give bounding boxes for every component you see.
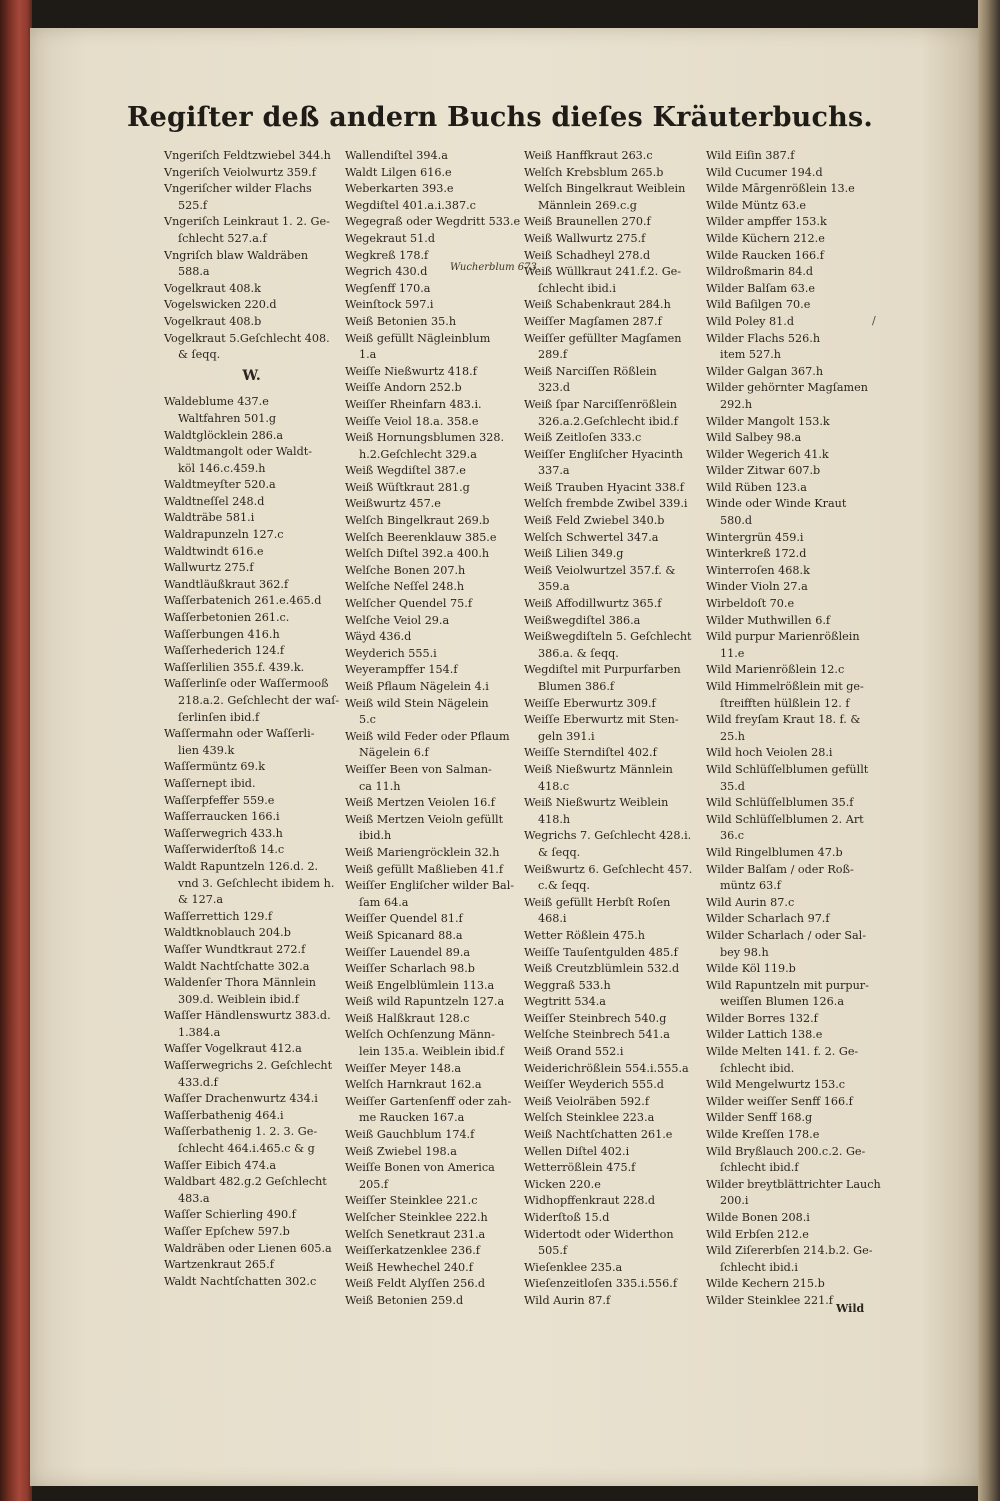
index-entry: ſchlecht ibid.f — [720, 1161, 799, 1175]
index-entry: Wirbeldoſt 70.e — [706, 597, 795, 611]
index-entry: Weyderich 555.i — [345, 646, 437, 660]
index-entry: Waſſerraucken 166.i — [164, 810, 280, 824]
handwritten-margin-note: Wucherblum 673. — [450, 262, 541, 273]
index-entry: me Raucken 167.a — [359, 1111, 465, 1125]
index-entry: 337.a — [538, 464, 570, 478]
index-entry: weiſſen Blumen 126.a — [720, 995, 845, 1009]
index-entry: Wegekraut 51.d — [345, 231, 435, 245]
index-entry: vnd 3. Geſchlecht ibidem h. — [178, 876, 335, 890]
index-entry: Wild Cucumer 194.d — [706, 165, 823, 179]
index-entry: Waldt Nachtſchatten 302.c — [164, 1274, 317, 1288]
index-entry: Winterkreß 172.d — [706, 547, 807, 561]
index-entry: Weiß Mariengröcklein 32.h — [345, 845, 500, 859]
index-entry: ſchlecht ibid. — [720, 1061, 795, 1075]
index-entry: Wallendiſtel 394.a — [345, 149, 448, 162]
index-entry: Weiß gefüllt Maßlieben 41.f — [345, 862, 504, 876]
index-entry: Waldeblume 437.e — [164, 395, 269, 409]
index-entry: Weiß Wegdiſtel 387.e — [345, 464, 466, 478]
index-entry: Weiſſerkatzenklee 236.f — [345, 1244, 480, 1258]
index-entry: Waſſerwiderſtoß 14.c — [164, 843, 285, 857]
index-entry: Wilde Kechern 215.b — [706, 1277, 825, 1291]
index-entry: Wilde Köl 119.b — [706, 962, 796, 976]
index-entry: 1.a — [359, 348, 377, 362]
index-entry: Weiß Veiolwurtzel 357.f. & — [524, 563, 676, 577]
index-entry: Welſche Bonen 207.h — [345, 563, 466, 577]
index-entry: Weiß wild Rapuntzeln 127.a — [345, 995, 505, 1009]
index-entry: Weiß Zeitloſen 333.c — [524, 431, 642, 445]
index-entry: Weberkarten 393.e — [345, 182, 454, 196]
index-entry: Waſſerbathenig 1. 2. 3. Ge- — [164, 1125, 318, 1139]
index-entry: Weiſſer Engliſcher wilder Bal- — [345, 879, 515, 893]
index-entry: Wild Ringelblumen 47.b — [706, 845, 843, 859]
index-entry: Weiſſer gefüllter Magſamen — [524, 331, 682, 345]
index-entry: Vngeriſch Leinkraut 1. 2. Ge- — [164, 215, 330, 229]
index-entry: Welſche Veiol 29.a — [345, 613, 450, 627]
index-entry: 418.h — [538, 812, 571, 826]
index-entry: ſchlecht 527.a.f — [178, 231, 267, 245]
index-entry: Weiß Veiolräben 592.f — [524, 1094, 649, 1108]
index-entry: Waldtneſſel 248.d — [164, 494, 265, 508]
index-entry: Weiß ſpar Narciſſenrößlein — [524, 397, 677, 411]
index-entry: Wild Ziſererbſen 214.b.2. Ge- — [706, 1244, 873, 1258]
index-entry: Weiß Lilien 349.g — [524, 547, 624, 561]
index-entry: 36.c — [720, 829, 745, 843]
index-entry: Widertodt oder Widerthon — [524, 1227, 674, 1241]
index-entry: Winterroſen 468.k — [706, 563, 810, 577]
index-entry: Waldbart 482.g.2 Geſchlecht — [164, 1175, 327, 1189]
index-entry: Welſch Harnkraut 162.a — [345, 1078, 482, 1092]
index-entry: Weiſſer Gartenſenff oder zah- — [345, 1094, 512, 1108]
index-entry: Weißwurtz 6. Geſchlecht 457. — [524, 862, 693, 876]
index-entry: Waſſerbungen 416.h — [164, 627, 280, 641]
index-entry: Weiſſer Engliſcher Hyacinth — [524, 447, 683, 461]
index-entry: Waldträbe 581.i — [164, 511, 255, 525]
index-entry: Welſch frembde Zwibel 339.i — [524, 497, 688, 511]
index-entry: 205.f — [359, 1177, 389, 1191]
index-entry: Waldräben oder Lienen 605.a — [164, 1241, 332, 1255]
index-entry: Weiſſe Bonen von America — [345, 1161, 495, 1175]
index-entry: Weiſſe Andorn 252.b — [345, 381, 462, 395]
index-entry: Wilder Scharlach / oder Sal- — [706, 928, 867, 942]
index-entry: 309.d. Weiblein ibid.f — [178, 992, 299, 1006]
index-entry: Weiß Hornungsblumen 328. — [345, 431, 505, 445]
index-entry: Wegdiſtel mit Purpurfarben — [524, 663, 681, 677]
index-entry: Wegdiſtel 401.a.i.387.c — [345, 198, 476, 212]
index-entry: Weiß Halßkraut 128.c — [345, 1011, 470, 1025]
index-entry: Weiß wild Stein Nägelein — [345, 696, 489, 710]
index-entry: Weiß Trauben Hyacint 338.f — [524, 480, 684, 494]
index-entry: Weiſſer Lauendel 89.a — [345, 945, 471, 959]
index-entry: Weiſſer Steinklee 221.c — [345, 1194, 478, 1208]
index-entry: Welſch Bingelkraut Weiblein — [524, 182, 686, 196]
index-entry: Waldrapunzeln 127.c — [164, 528, 284, 542]
index-entry: Welſcher Steinklee 222.h — [345, 1211, 488, 1224]
index-entry: Wilde Melten 141. f. 2. Ge- — [706, 1045, 859, 1059]
index-entry: Wild purpur Marienrößlein — [706, 630, 860, 644]
index-entry: Männlein 269.c.g — [538, 198, 637, 212]
index-entry: Weißwegdiſtel 386.a — [524, 613, 641, 627]
index-entry: Vogelkraut 408.b — [164, 314, 262, 328]
index-entry: ca 11.h — [359, 779, 401, 793]
index-entry: 433.d.f — [178, 1075, 218, 1089]
index-entry: Weiſſe Tauſentgulden 485.f — [524, 945, 678, 959]
index-entry: & 127.a — [178, 893, 224, 907]
index-entry: Weiß wild Feder oder Pflaum — [345, 729, 510, 743]
index-entry: Wild Schlüſſelblumen gefüllt — [706, 762, 869, 776]
index-entry: Wieſenklee 235.a — [524, 1260, 623, 1274]
index-entry: Wellen Diſtel 402.i — [524, 1144, 630, 1158]
index-entry: Wegrich 430.d — [345, 265, 428, 279]
index-entry: 588.a — [178, 265, 210, 279]
catchword: Wild — [836, 1302, 865, 1315]
index-entry: Wild Poley 81.d — [706, 314, 795, 328]
index-entry: Welſch Bingelkraut 269.b — [345, 514, 490, 528]
index-entry: Winde oder Winde Kraut — [706, 497, 847, 511]
index-entry: Weinſtock 597.i — [345, 298, 434, 312]
index-entry: item 527.h — [720, 348, 781, 362]
index-entry: Waltfahren 501.g — [178, 411, 277, 425]
index-entry: Weiß Schabenkraut 284.h — [524, 298, 671, 312]
index-entry: Wilder Mangolt 153.k — [706, 414, 830, 428]
index-entry: Waſſer Vogelkraut 412.a — [164, 1042, 302, 1056]
book-page-edge — [0, 0, 32, 1501]
index-entry: 25.h — [720, 729, 745, 743]
index-entry: Weiſſer Weyderich 555.d — [524, 1078, 664, 1092]
index-entry: 323.d — [538, 381, 571, 395]
index-entry: Waſſer Wundtkraut 272.f — [164, 942, 306, 956]
index-entry: 292.h — [720, 397, 753, 411]
index-entry: 525.f — [178, 198, 208, 212]
index-entry: 483.a — [178, 1191, 210, 1205]
index-entry: Wallwurtz 275.f — [164, 561, 254, 575]
index-column-4 — [706, 148, 881, 1310]
margin-mark: / — [872, 314, 876, 327]
index-entry: Waldtmeyſter 520.a — [164, 478, 276, 492]
index-entry: Weiß Braunellen 270.f — [524, 215, 651, 229]
index-entry: 418.c — [538, 779, 570, 793]
index-entry: 359.a — [538, 580, 570, 594]
index-entry: & ſeqq. — [178, 348, 221, 362]
index-entry: Waſſerlilien 355.f. 439.k. — [164, 660, 305, 674]
index-entry: Wegkreß 178.f — [345, 248, 429, 262]
index-entry: h.2.Geſchlecht 329.a — [359, 447, 477, 461]
index-entry: ſchlecht ibid.i — [538, 281, 616, 295]
index-entry: Wild Mengelwurtz 153.c — [706, 1078, 846, 1092]
index-entry: Wilde Küchern 212.e — [706, 231, 825, 245]
index-entry: Waſſer Händlenswurtz 383.d. — [164, 1009, 331, 1023]
index-entry: Waldtmangolt oder Waldt- — [164, 445, 313, 459]
index-entry: Wild Erbſen 212.e — [706, 1227, 809, 1241]
index-entry: Wegegraß oder Wegdritt 533.e — [345, 215, 521, 229]
index-entry: Wild Marienrößlein 12.c — [706, 663, 845, 677]
index-entry: Waldt Rapuntzeln 126.d. 2. — [164, 859, 319, 873]
index-entry: Vogelkraut 5.Geſchlecht 408. — [164, 331, 330, 345]
book-gutter — [978, 0, 1000, 1501]
index-entry: Welſch Diſtel 392.a 400.h — [345, 547, 490, 561]
index-entry: Wild Salbey 98.a — [706, 431, 802, 445]
index-entry: Widhopffenkraut 228.d — [524, 1194, 656, 1208]
index-entry: Weiß Wallwurtz 275.f — [524, 231, 646, 245]
index-entry: Blumen 386.f — [538, 680, 615, 693]
index-entry: Vogelswicken 220.d — [164, 298, 277, 312]
index-entry: Welſch Schwertel 347.a — [524, 530, 659, 544]
index-entry: Wäyd 436.d — [345, 630, 412, 644]
index-entry: Wilder Senff 168.g — [706, 1111, 813, 1125]
section-heading: W. — [242, 367, 261, 384]
index-entry: 386.a. & ſeqq. — [538, 646, 619, 660]
index-entry: Weiß Orand 552.i — [524, 1045, 624, 1059]
index-entry: Waſſerwegrich 433.h — [164, 826, 283, 840]
index-entry: Wild Aurin 87.f — [524, 1293, 611, 1307]
index-entry: Weiß gefüllt Nägleinblum — [345, 331, 491, 345]
index-entry: Weiſſer Been von Salman- — [345, 762, 492, 776]
index-entry: Wild Rapuntzeln mit purpur- — [706, 978, 869, 992]
index-entry: Waſſerbathenig 464.i — [164, 1108, 284, 1122]
index-entry: Weiſſe Eberwurtz 309.f — [524, 696, 656, 710]
index-entry: 580.d — [720, 514, 753, 528]
index-entry: Waldenſer Thora Männlein — [164, 976, 316, 990]
index-entry: Weiß Betonien 35.h — [345, 314, 457, 328]
index-entry: Wilde Mārgenrößlein 13.e — [706, 182, 855, 196]
index-entry: Welſch Senetkraut 231.a — [345, 1227, 486, 1241]
index-entry: Waſſerbatenich 261.e.465.d — [164, 594, 322, 608]
index-entry: Weiß Hanffkraut 263.c — [524, 149, 653, 162]
index-entry: 468.i — [538, 912, 567, 926]
index-entry: Wilde Bonen 208.i — [706, 1211, 810, 1224]
index-entry: Weißwegdiſteln 5. Geſchlecht — [524, 630, 692, 644]
index-entry: Weiß Pflaum Nägelein 4.i — [345, 680, 489, 693]
index-entry: Waſſerpfeffer 559.e — [164, 793, 275, 807]
index-entry: Wild Bryßlauch 200.c.2. Ge- — [706, 1144, 866, 1158]
index-entry: Waſſernept ibid. — [164, 776, 256, 790]
index-entry: Weggraß 533.h — [524, 978, 611, 992]
index-entry: Welſch Krebsblum 265.b — [524, 165, 664, 179]
index-entry: Waſſerlinſe oder Waſſermooß — [164, 677, 329, 691]
index-entry: 11.e — [720, 646, 745, 660]
index-entry: Weiß Affodillwurtz 365.f — [524, 597, 662, 611]
index-entry: Vogelkraut 408.k — [164, 281, 261, 295]
index-entry: Weiß Mertzen Veiolen 16.f — [345, 796, 495, 810]
index-entry: 505.f — [538, 1244, 568, 1258]
index-entry: Wild Aurin 87.c — [706, 895, 795, 909]
index-column-3 — [524, 148, 692, 1310]
index-entry: Weiſſe Eberwurtz mit Sten- — [524, 713, 679, 727]
index-entry: Wilde Kreſſen 178.e — [706, 1128, 820, 1142]
index-entry: Weiß Creutzblümlein 532.d — [524, 962, 680, 976]
index-entry: Waldt Lilgen 616.e — [345, 165, 452, 179]
index-entry: 5.c — [359, 713, 376, 727]
index-entry: Welſch Beerenklauw 385.e — [345, 530, 497, 544]
index-entry: Vngeriſch Feldtzwiebel 344.h — [164, 149, 331, 162]
index-entry: köl 146.c.459.h — [178, 461, 266, 475]
index-entry: Wetterrößlein 475.f — [524, 1161, 636, 1175]
index-entry: Wild Himmelrößlein mit ge- — [706, 680, 864, 693]
index-entry: ibid.h — [359, 829, 392, 843]
index-entry: Wegtritt 534.a — [524, 995, 606, 1009]
index-entry: Wilder Balſam 63.e — [706, 281, 816, 295]
index-entry: Wilde Raucken 166.f — [706, 248, 824, 262]
index-entry: Weiſſer Meyer 148.a — [345, 1061, 462, 1075]
index-entry: c.& ſeqq. — [538, 879, 590, 893]
index-entry: Weißwurtz 457.e — [345, 497, 441, 511]
index-entry: Weiß Hewhechel 240.f — [345, 1260, 473, 1274]
index-entry: Weiſſer Magſamen 287.f — [524, 314, 662, 328]
index-entry: Wildroßmarin 84.d — [706, 265, 814, 279]
index-entry: Waldtknoblauch 204.b — [164, 926, 291, 940]
index-entry: Waſſerwegrichs 2. Geſchlecht — [164, 1059, 333, 1073]
index-entry: geln 391.i — [538, 729, 595, 743]
index-entry: Wintergrün 459.i — [706, 530, 804, 544]
index-entry: Wild Rüben 123.a — [706, 480, 807, 494]
index-entry: & ſeqq. — [538, 845, 581, 859]
index-entry: Wild Schlüſſelblumen 35.f — [706, 796, 854, 810]
index-entry: Wilder Balſam / oder Roß- — [706, 862, 854, 876]
page-title: Regiſter deß andern Buchs dieſes Kräuterbuchs. — [127, 102, 873, 133]
index-entry: Weiß Spicanard 88.a — [345, 928, 463, 942]
index-entry: Weiß Betonien 259.d — [345, 1293, 464, 1307]
index-entry: Wicken 220.e — [524, 1177, 601, 1191]
index-entry: Waldtglöcklein 286.a — [164, 428, 284, 442]
index-entry: Weiß Narciſſen Rößlein — [524, 364, 657, 378]
index-entry: Welſch Steinklee 223.a — [524, 1111, 655, 1125]
index-entry: 289.f — [538, 348, 568, 362]
index-entry: Wilder Zitwar 607.b — [706, 464, 821, 478]
index-entry: Wild Schlüſſelblumen 2. Art — [706, 812, 864, 826]
index-entry: Wilder gehörnter Magſamen — [706, 381, 868, 395]
index-entry: Wegrichs 7. Geſchlecht 428.i. — [524, 829, 692, 843]
index-entry: 326.a.2.Geſchlecht ibid.f — [538, 414, 678, 428]
index-entry: Waſſermüntz 69.k — [164, 760, 265, 774]
index-entry: ſchlecht 464.i.465.c & g — [178, 1142, 315, 1156]
index-entry: Weiſſer Steinbrech 540.g — [524, 1011, 667, 1025]
index-entry: 218.a.2. Geſchlecht der waſ- — [178, 694, 340, 707]
index-entry: Vngriſch blaw Waldräben — [164, 248, 309, 262]
index-entry: Weiſſer Quendel 81.f — [345, 912, 463, 926]
index-entry: Weiſſer Scharlach 98.b — [345, 962, 475, 976]
index-entry: Waſſer Schierling 490.f — [164, 1208, 296, 1222]
index-entry: 1.384.a — [178, 1025, 221, 1039]
index-entry: Wilder Flachs 526.h — [706, 331, 821, 345]
index-column-2 — [345, 148, 520, 1310]
index-entry: Wilder breytblättrichter Lauch — [706, 1177, 881, 1191]
index-entry: Waſſermahn oder Waſſerli- — [164, 727, 315, 741]
index-entry: Wetter Rößlein 475.h — [524, 928, 646, 942]
index-entry: Wild Baſilgen 70.e — [706, 298, 811, 312]
index-entry: Weiderichrößlein 554.i.555.a — [524, 1061, 689, 1075]
index-entry: Weiß Mertzen Veioln gefüllt — [345, 812, 504, 826]
index-entry: Welſche Neſſel 248.h — [345, 580, 465, 594]
index-entry: Weiß Engelblümlein 113.a — [345, 978, 495, 992]
index-entry: Wartzenkraut 265.f — [164, 1258, 274, 1272]
index-entry: Wandtläußkraut 362.f — [164, 577, 289, 591]
index-entry: Weiſſe Sterndiſtel 402.f — [524, 746, 657, 760]
index-entry: Nägelein 6.f — [359, 746, 429, 760]
index-entry: Waſſer Eibich 474.a — [164, 1158, 277, 1172]
index-entry: lien 439.k — [178, 743, 235, 757]
index-entry: Wilder ampffer 153.k — [706, 215, 827, 229]
index-column-1 — [164, 148, 339, 1290]
index-entry: Wilder Galgan 367.h — [706, 364, 824, 378]
index-entry: Waldtwindt 616.e — [164, 544, 264, 558]
index-entry: ſerlinſen ibid.f — [178, 710, 260, 724]
index-entry: Wilder Muthwillen 6.f — [706, 613, 831, 627]
index-entry: 35.d — [720, 779, 745, 793]
index-entry: Waſſerbetonien 261.c. — [164, 611, 290, 625]
index-entry: Weyerampffer 154.f — [345, 663, 458, 677]
index-entry: Wilder Scharlach 97.f — [706, 912, 830, 926]
index-entry: Wieſenzeitloſen 335.i.556.f — [524, 1277, 677, 1291]
index-entry: Weiß Feld Zwiebel 340.b — [524, 514, 665, 528]
index-entry: Weiſſe Veiol 18.a. 358.e — [345, 414, 479, 428]
index-entry: bey 98.h — [720, 945, 769, 959]
index-entry: lein 135.a. Weiblein ibid.f — [359, 1045, 504, 1059]
index-entry: Weiß Wüllkraut 241.f.2. Ge- — [524, 265, 682, 279]
index-entry: Wild Eiſin 387.f — [706, 149, 795, 162]
index-entry: Winder Violn 27.a — [706, 580, 808, 594]
index-entry: Weiß Nachtſchatten 261.e — [524, 1128, 673, 1142]
index-entry: Weiß gefüllt Herbſt Roſen — [524, 895, 671, 909]
index-entry: Wilder Wegerich 41.k — [706, 447, 829, 461]
index-entry: Wegſenff 170.a — [345, 281, 431, 295]
index-entry: ſtreifften hülßlein 12. f — [720, 696, 850, 710]
index-entry: Vngeriſcher wilder Flachs — [164, 182, 312, 196]
index-entry: Waſſer Drachenwurtz 434.i — [164, 1092, 318, 1106]
index-entry: Waſſer Epſchew 597.b — [164, 1225, 290, 1238]
index-entry: Waldt Nachtſchatte 302.a — [164, 959, 310, 973]
index-entry: Wilder Borres 132.f — [706, 1011, 818, 1025]
index-entry: Welſche Steinbrech 541.a — [524, 1028, 670, 1042]
index-entry: Welſcher Quendel 75.f — [345, 597, 472, 611]
index-entry: Wild freyſam Kraut 18. f. & — [706, 713, 861, 727]
index-entry: Weiß Gauchblum 174.f — [345, 1128, 475, 1142]
index-entry: Vngeriſch Veiolwurtz 359.f — [164, 165, 316, 179]
index-entry: Wild hoch Veiolen 28.i — [706, 746, 833, 760]
index-entry: Weiſſer Rheinfarn 483.i. — [345, 397, 482, 411]
index-entry: ſam 64.a — [359, 895, 409, 909]
index-entry: Weiß Wüſtkraut 281.g — [345, 480, 470, 494]
index-entry: Weiß Schadheyl 278.d — [524, 248, 651, 262]
index-entry: Waſſerhederich 124.f — [164, 644, 285, 658]
index-entry: Weiß Nießwurtz Männlein — [524, 762, 673, 776]
index-entry: ſchlecht ibid.i — [720, 1260, 798, 1274]
index-entry: Wilder Lattich 138.e — [706, 1028, 823, 1042]
index-entry: Wilder Steinklee 221.f — [706, 1293, 833, 1307]
index-entry: Waſſerrettich 129.f — [164, 909, 273, 923]
index-entry: müntz 63.f — [720, 879, 781, 893]
index-entry: Weiß Feldt Alyſſen 256.d — [345, 1277, 486, 1291]
index-entry: Welſch Ochſenzung Männ- — [345, 1028, 495, 1042]
index-entry: Weiſſe Nießwurtz 418.f — [345, 364, 477, 378]
index-entry: Weiß Zwiebel 198.a — [345, 1144, 457, 1158]
index-entry: Widerſtoß 15.d — [524, 1211, 610, 1224]
index-entry: Wilde Müntz 63.e — [706, 198, 807, 212]
index-entry: 200.i — [720, 1194, 749, 1208]
index-entry: Weiß Nießwurtz Weiblein — [524, 796, 669, 810]
index-entry: Wilder weiſſer Senff 166.f — [706, 1094, 853, 1108]
